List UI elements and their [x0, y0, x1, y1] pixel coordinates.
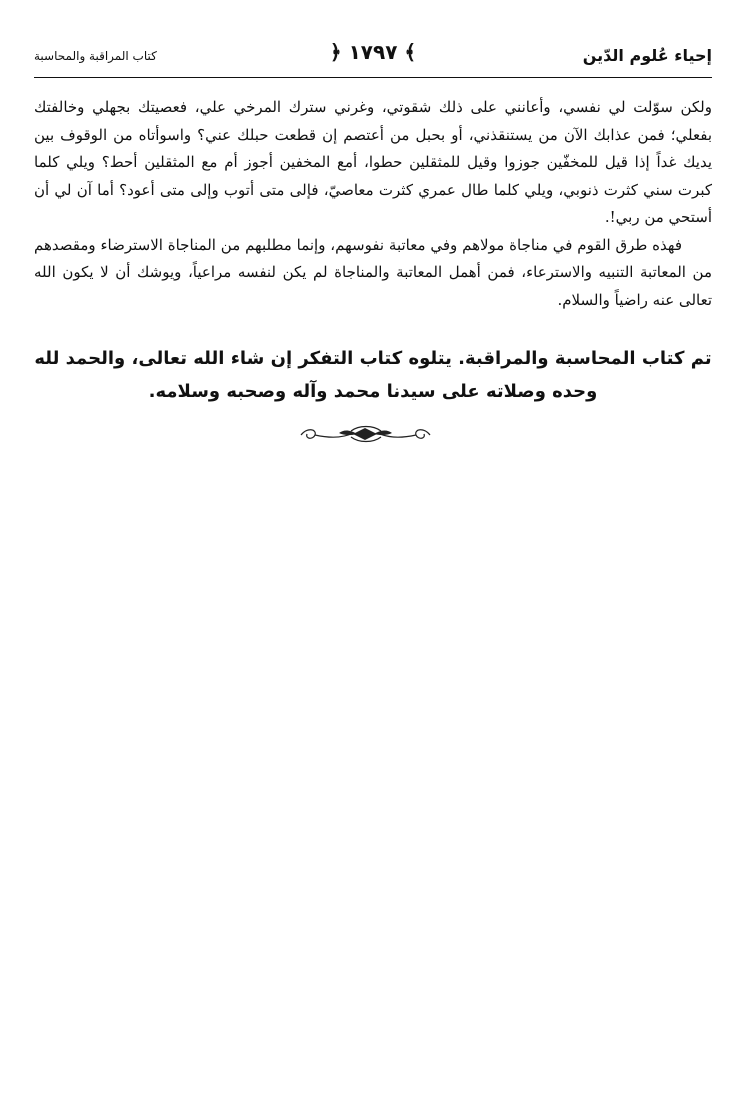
page-number: ١٧٩٧	[348, 40, 398, 64]
chapter-title: كتاب المراقبة والمحاسبة	[34, 49, 157, 63]
paragraph-2: فهذه طرق القوم في مناجاة مولاهم وفي معاتبة نفوسهم، وإنما مطلبهم من المناجاة الاسترضاء ومقصدهم من المعاتبة التنبيه والاسترعاء، فمن أهمل المعاتبة والمناجاة لم يكن لنفسه مراعياً، ويوشك أن لا يكون الله تعالى عنه راضياً والسلام.	[34, 235, 712, 309]
header-divider	[34, 77, 712, 78]
right-ornate-bracket-icon: ﴾	[404, 40, 417, 64]
main-text	[34, 94, 712, 314]
left-ornate-bracket-icon: ﴿	[329, 40, 342, 64]
closing-line-1: تم كتاب المحاسبة والمراقبة. يتلوه كتاب التفكر إن شاء الله تعالى، والحمد لله	[34, 348, 712, 369]
chapter-closing	[34, 342, 712, 408]
page-header	[34, 40, 712, 74]
paragraph-1: ولكن سوّلت لي نفسي، وأعانني على ذلك شقوتي، وغرني سترك المرخي علي، فعصيتك بجهلي وخالفتك بفعلي؛ فمن عذابك الآن من يستنقذني، أو بحبل من أعتصم إن قطعت حبلك عني؟ واسوأتاه من الوقوف بين يديك غداً إذا قيل للمخفّين جوزوا وقيل للمثقلين حطوا، أمع المخفين أجوز أم مع المثقلين أحط؟ ويلي كلما كبرت سني كثرت ذنوبي، ويلي كلما طال عمري كثرت معاصيّ، فإلى متى أتوب وإلى متى أعود؟ أما آن لي أن أستحي من ربي!.	[34, 98, 712, 226]
closing-line-2: وحده وصلاته على سيدنا محمد وآله وصحبه وسلامه.	[148, 381, 598, 402]
book-title: إحياء عُلوم الدّين	[582, 46, 712, 65]
end-ornament-icon	[293, 421, 438, 447]
